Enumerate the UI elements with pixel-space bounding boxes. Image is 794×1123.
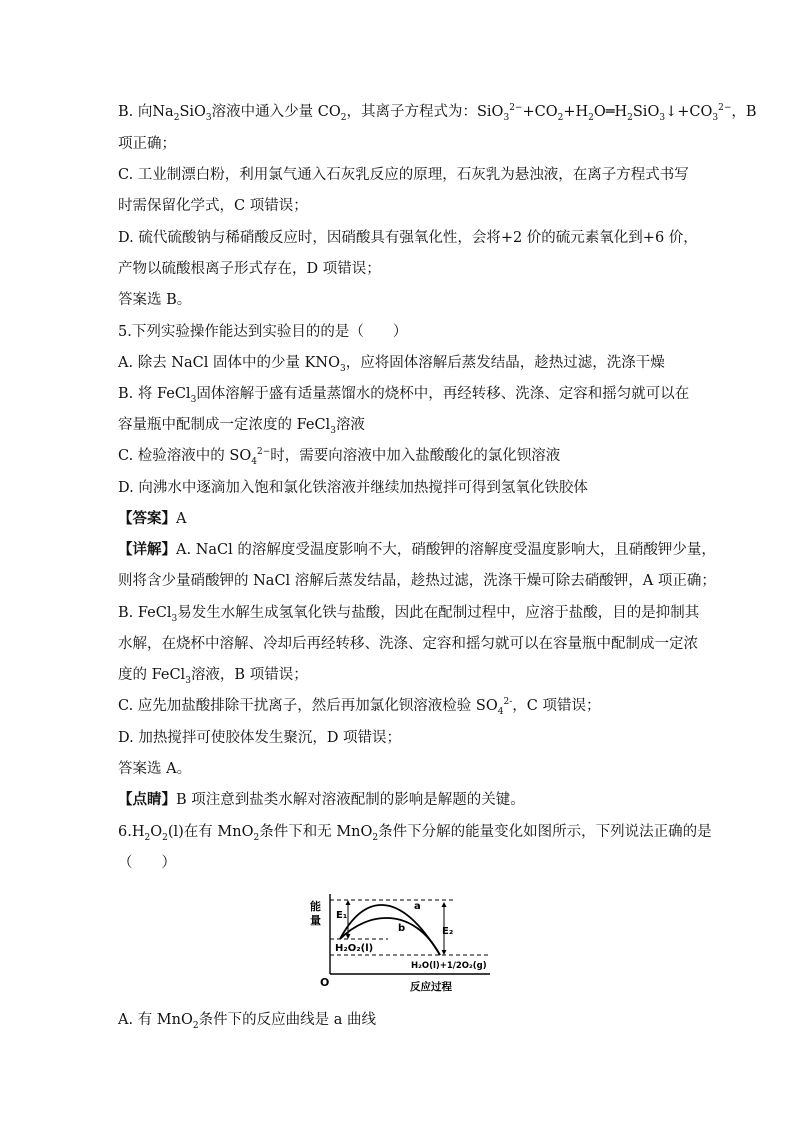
line-q5_ans: 【答案】A xyxy=(118,510,187,527)
line-d_opt_1: D. 硫代硫酸钠与稀硝酸反应时，因硝酸具有强氧化性，会将+2 价的硫元素氧化到+6 价， xyxy=(118,230,698,246)
e1-label: E₁ xyxy=(336,910,348,921)
x-axis-label: 反应过程 xyxy=(410,981,452,993)
line-q5_det8: 答案选 A。 xyxy=(118,761,192,777)
line-q5_d: D. 向沸水中逐滴加入饱和氯化铁溶液并继续加热搅拌可得到氢氧化铁胶体 xyxy=(118,480,588,496)
line-b_opt_2: 项正确； xyxy=(118,136,176,152)
origin-label: O xyxy=(320,976,330,989)
line-d_opt_2: 产物以硫酸根离子形式存在，D 项错误； xyxy=(118,261,381,277)
e2-arrow-head-down xyxy=(442,950,447,955)
curve-a-label: a xyxy=(414,901,421,912)
line-answer_prev: 答案选 B。 xyxy=(118,292,192,308)
line-q5_det4: 水解，在烧杯中溶解、冷却后再经转移、洗涤、定容和摇匀就可以在容量瓶中配制成一定浓 xyxy=(118,636,698,652)
line-q5: 5.下列实验操作能达到实验目的的是（ ） xyxy=(118,324,408,340)
e2-arrow-head-up xyxy=(442,902,447,907)
energy-diagram xyxy=(308,886,493,994)
section-label: 【答案】 xyxy=(118,510,176,527)
line-q6_2: （ ） xyxy=(118,855,176,871)
line-q5_det5: 度的 FeCl$_3$溶液，B 项错误； xyxy=(118,667,308,686)
e1-arrow-head-down xyxy=(346,934,351,939)
e2-label: E₂ xyxy=(442,926,454,937)
line-q5_b2: 容量瓶中配制成一定浓度的 FeCl$_3$溶液 xyxy=(118,417,365,436)
line-q5_a: A. 除去 NaCl 固体中的少量 $KNO_3$，应将固体溶解后蒸发结晶，趁热过滤，洗涤干燥 xyxy=(118,355,665,374)
line-q5_tip: 【点睛】B 项注意到盐类水解对溶液配制的影响是解题的关键。 xyxy=(118,791,525,808)
curve-b-label: b xyxy=(398,923,406,934)
line-q6_a: A. 有 MnO$_2$条件下的反应曲线是 a 曲线 xyxy=(118,1012,376,1031)
line-q5_det1: 【详解】A. NaCl 的溶解度受温度影响不大，硝酸钾的溶解度受温度影响大，且硝酸钾少量， xyxy=(118,541,716,558)
line-q6_1: $6.H_2O_2(l)$在有 MnO$_2$条件下和无 MnO$_2$条件下分解的能量变化如图所示，下列说法正确的是 xyxy=(118,824,712,843)
reactant-label: H₂O₂(l) xyxy=(335,943,374,954)
section-label: 【详解】 xyxy=(118,541,176,558)
line-q5_det2: 则将含少量硝酸钾的 NaCl 溶解后蒸发结晶，趁热过滤，洗涤干燥可除去硝酸钾，A 项正确； xyxy=(118,573,716,589)
line-c_opt_1: C. 工业制漂白粉，利用氯气通入石灰乳反应的原理，石灰乳为悬浊液，在离子方程式书写 xyxy=(118,167,689,183)
line-q5_det6: C. 应先加盐酸排除干扰离子，然后再加氯化钡溶液检验 $SO_4^{2-}$，C 项错误； xyxy=(118,697,601,717)
product-label: H₂O(l)+1/2O₂(g) xyxy=(411,961,487,971)
line-q5_det3: B. FeCl$_3$易发生水解生成氢氧化铁与盐酸，因此在配制过程中，应溶于盐酸，目的是抑制其 xyxy=(118,605,700,624)
e1-arrow-head-up xyxy=(346,900,351,905)
line-c_opt_2: 时需保留化学式，C 项错误； xyxy=(118,198,308,214)
y-axis-label-1: 能 xyxy=(310,900,321,913)
line-q5_b1: B. 将 FeCl$_3$固体溶解于盛有适量蒸馏水的烧杯中，再经转移、洗涤、定容和摇匀就可以在 xyxy=(118,386,690,405)
line-q5_det7: D. 加热搅拌可使胶体发生聚沉，D 项错误； xyxy=(118,730,402,746)
line-b_opt_1: B. 向$Na_2SiO_3$溶液中通入少量 $CO_2$，其离子方程式为：$SiO_3^{2-}+CO_2+H_2O═H_2SiO_3↓+CO_3^{2-}$，B xyxy=(118,103,757,123)
y-axis-label-2: 量 xyxy=(310,914,321,927)
section-label: 【点睛】 xyxy=(118,791,176,808)
line-q5_c: C. 检验溶液中的 $SO_4^{2-}$时，需要向溶液中加入盐酸酸化的氯化钡溶液 xyxy=(118,447,561,467)
